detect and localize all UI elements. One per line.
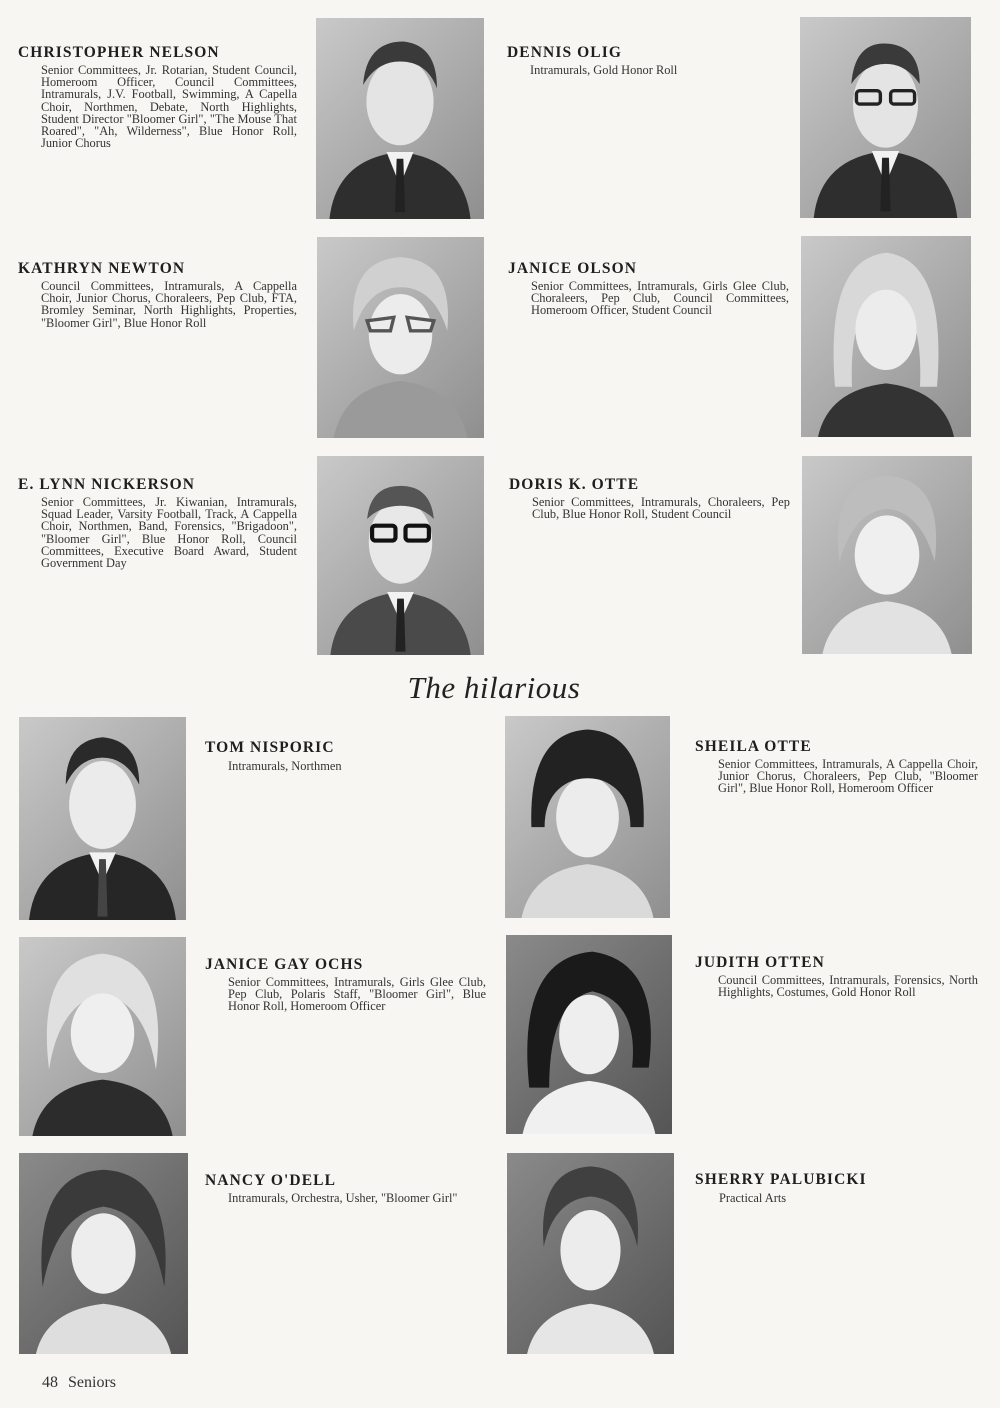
portrait-girl-icon [802,456,972,654]
student-name: SHERRY PALUBICKI [695,1171,867,1188]
student-activities: Senior Committees, Intramurals, Choraleers, Pep Club, Blue Honor Roll, Student Council [532,495,790,522]
section-title: The hilarious [407,670,581,705]
student-activities: Intramurals, Northmen [228,759,342,773]
student-name: JANICE OLSON [508,260,638,277]
student-name: NANCY O'DELL [205,1172,337,1189]
page-number: 48 [42,1374,58,1391]
portrait-girl-icon [801,236,971,437]
footer-section-label: Seniors [68,1374,116,1391]
student-name: TOM NISPORIC [205,739,335,756]
page-footer [42,1374,126,1392]
student-name: JANICE GAY OCHS [205,956,364,973]
portrait-girl-icon [507,1153,674,1354]
student-name: JUDITH OTTEN [695,954,825,971]
student-activities: Practical Arts [719,1191,787,1205]
portrait-boy-icon [19,717,186,920]
student-activities: Intramurals, Gold Honor Roll [530,63,678,77]
portrait-girl-icon [19,937,186,1136]
portrait-girl-icon [506,935,672,1134]
portrait-girl-glasses-icon [317,237,484,438]
student-activities: Senior Committees, Intramurals, A Cappella Choir, Junior Chorus, Choraleers, Pep Club, "Bloomer Girl", Blue Honor Roll, Homeroom Officer [718,757,978,796]
portrait-boy-icon [316,18,484,219]
student-activities: Senior Committees, Intramurals, Girls Glee Club, Pep Club, Polaris Staff, "Bloomer Girl", Blue Honor Roll, Homeroom Officer [228,975,486,1014]
student-name: KATHRYN NEWTON [18,260,186,277]
student-name: DORIS K. OTTE [509,476,640,493]
student-activities: Council Committees, Intramurals, Forensics, North Highlights, Costumes, Gold Honor Roll [718,973,978,1000]
student-name: CHRISTOPHER NELSON [18,44,220,61]
student-activities: Intramurals, Orchestra, Usher, "Bloomer Girl" [228,1191,458,1205]
portrait-boy-glasses-icon [800,17,971,218]
student-name: DENNIS OLIG [507,44,623,61]
student-name: E. LYNN NICKERSON [18,476,196,493]
student-activities: Senior Committees, Intramurals, Girls Glee Club, Choraleers, Pep Club, Council Committees, Homeroom Officer, Student Council [531,279,789,318]
student-activities: Senior Committees, Jr. Kiwanian, Intramurals, Squad Leader, Varsity Football, Track, A Cappella Choir, Northmen, Band, Forensics, "Brigadoon", "Bloomer Girl", Blue Honor Roll, Council Committees, Executive Board Award, Student Government Day [41,495,297,571]
portrait-boy-glasses-icon [317,456,484,655]
student-name: SHEILA OTTE [695,738,812,755]
portrait-girl-icon [505,716,670,918]
student-activities: Senior Committees, Jr. Rotarian, Student Council, Homeroom Officer, Council Committees, Intramurals, J.V. Football, Swimming, A Capella Choir, Northmen, Debate, North Highlights, Student Director "Bloomer Girl", "The Mouse That Roared", "Ah, Wilderness", Blue Honor Roll, Junior Chorus [41,63,297,151]
student-activities: Council Committees, Intramurals, A Cappella Choir, Junior Chorus, Choraleers, Pep Club, FTA, Bromley Seminar, North Highlights, Properties, "Bloomer Girl", Blue Honor Roll [41,279,297,330]
portrait-girl-icon [19,1153,188,1354]
